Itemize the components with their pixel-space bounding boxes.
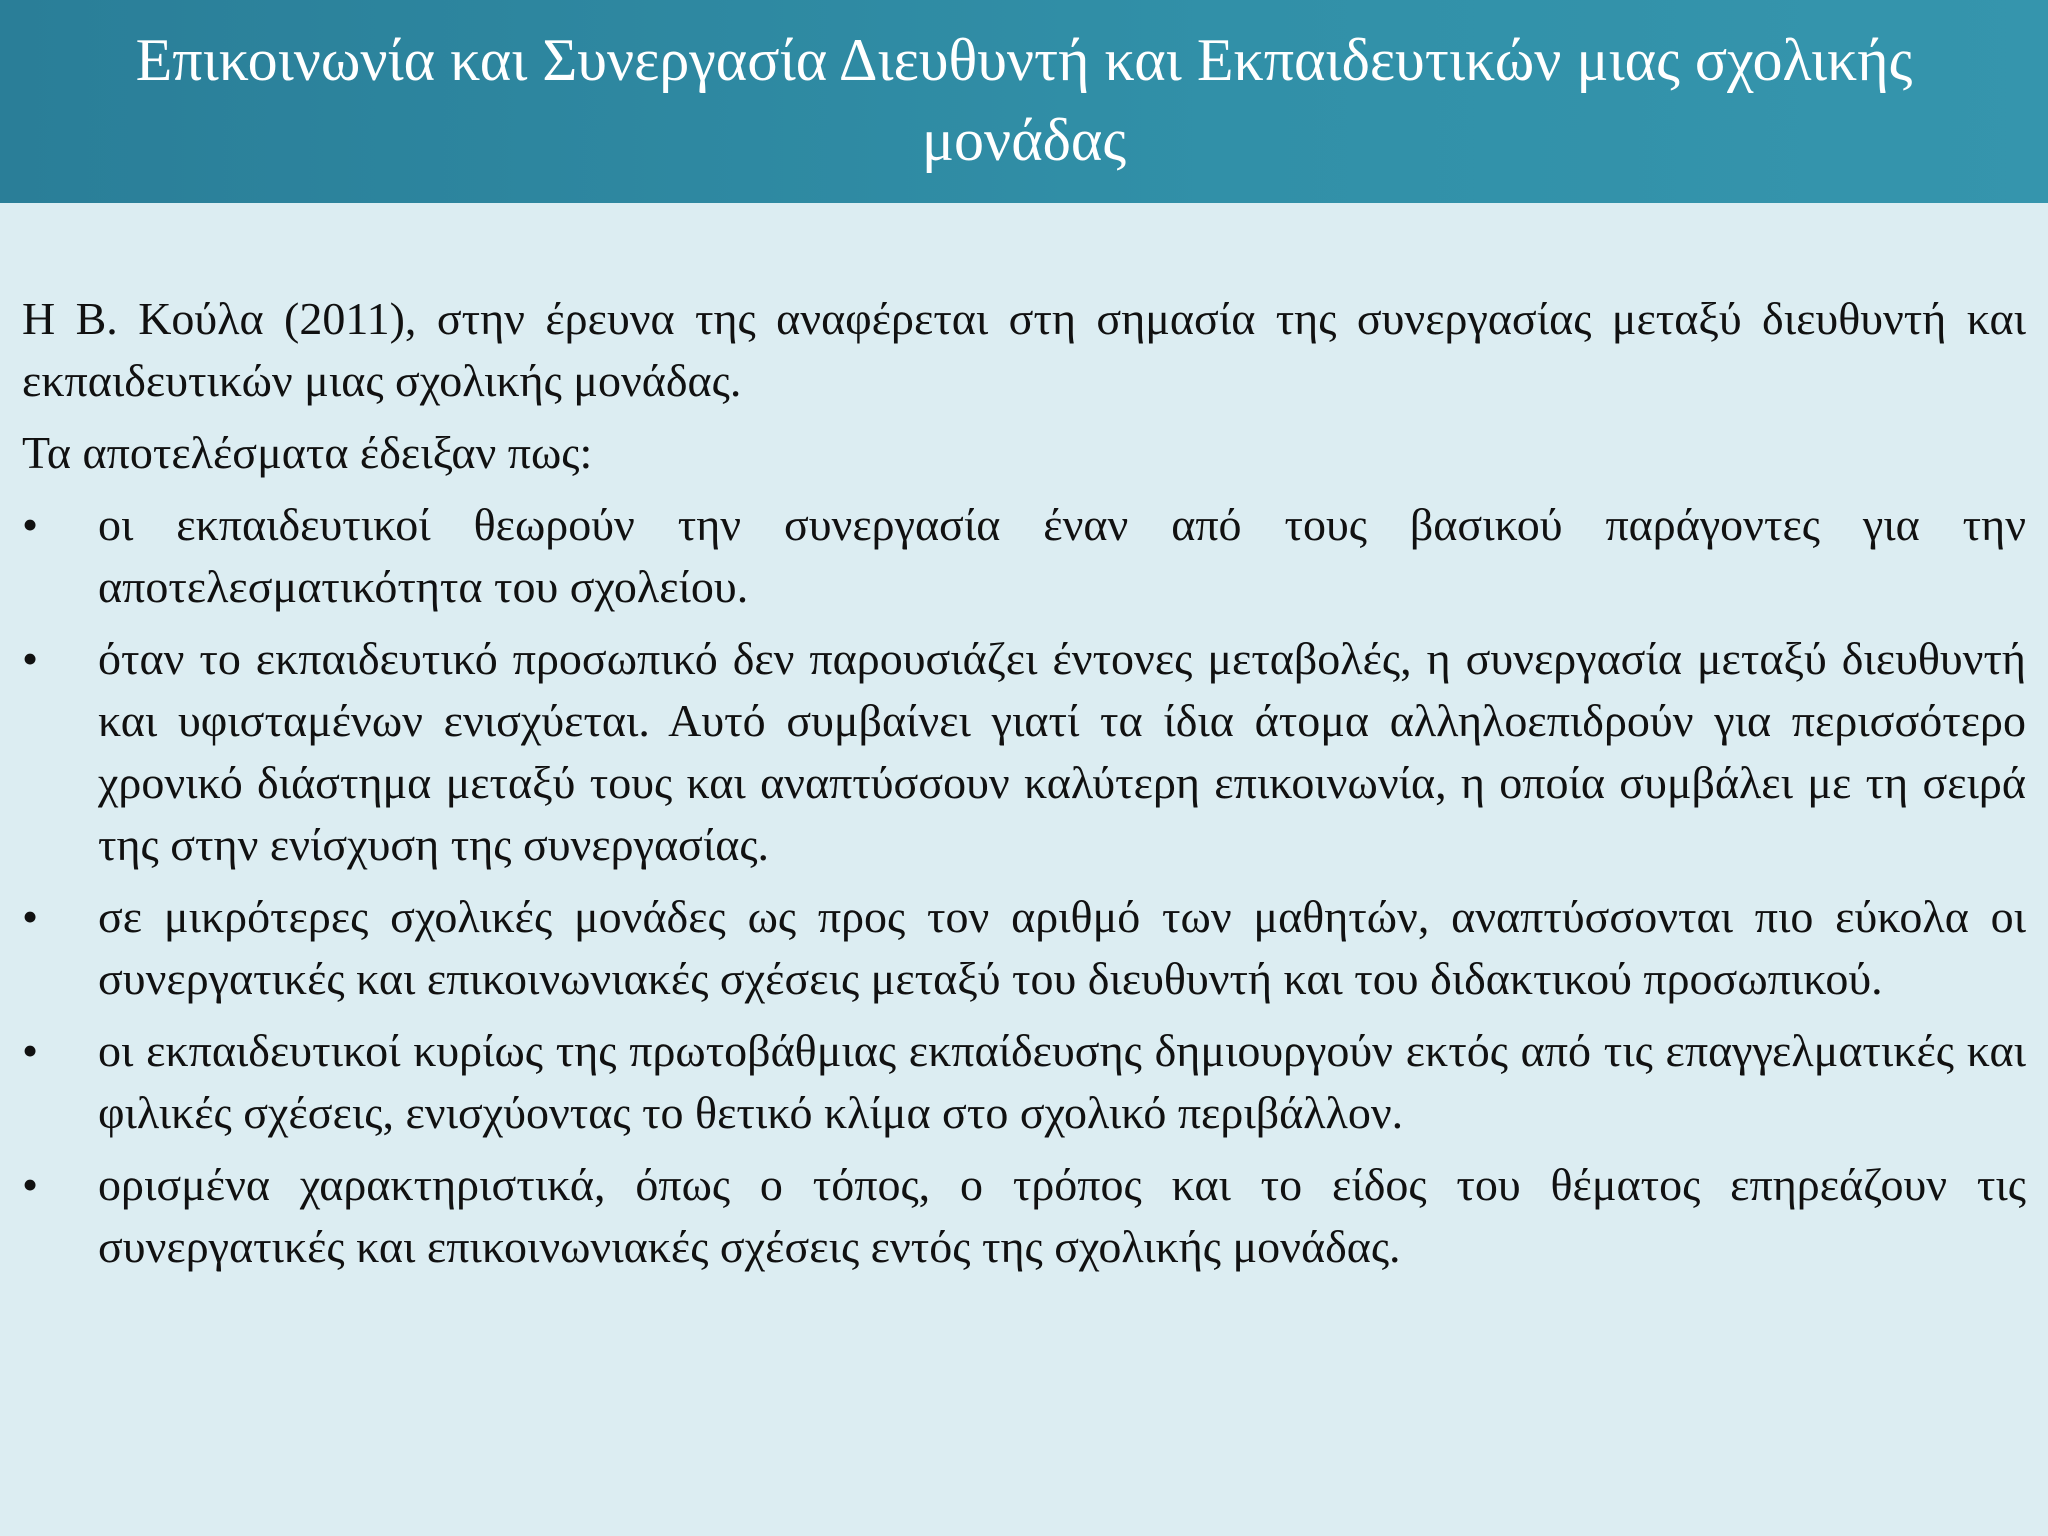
results-heading: Τα αποτελέσματα έδειξαν πως:	[22, 427, 593, 478]
bullet-icon: •	[22, 499, 39, 550]
list-item	[22, 886, 2026, 1010]
results-list	[22, 494, 2026, 1278]
list-item	[22, 494, 2026, 618]
bullet-icon: •	[22, 1159, 39, 1210]
list-item	[22, 1020, 2026, 1144]
list-item-text: σε μικρότερες σχολικές μονάδες ως προς τον αριθμό των μαθητών, αναπτύσσονται πιο εύκολα οι συνεργατικές και επικοινωνιακές σχέσεις μεταξύ του διευθυντή και του διδακτικού προσωπικού.	[98, 891, 2026, 1004]
list-item	[22, 1154, 2026, 1278]
list-item	[22, 628, 2026, 876]
list-item-text: ορισμένα χαρακτηριστικά, όπως ο τόπος, ο τρόπος και το είδος του θέματος επηρεάζουν τις συνεργατικές και επικοινωνιακές σχέσεις εντός της σχολικής μονάδας.	[98, 1159, 2026, 1272]
list-item-text: οι εκπαιδευτικοί κυρίως της πρωτοβάθμιας εκπαίδευσης δημιουργούν εκτός από τις επαγγελματικές και φιλικές σχέσεις, ενισχύοντας το θετικό κλίμα στο σχολικό περιβάλλον.	[98, 1025, 2026, 1138]
list-item-text: οι εκπαιδευτικοί θεωρούν την συνεργασία έναν από τους βασικού παράγοντες για την αποτελεσματικότητα του σχολείου.	[98, 499, 2026, 612]
bullet-icon: •	[22, 891, 39, 942]
slide-title: Επικοινωνία και Συνεργασία Διευθυντή και Εκπαιδευτικών μιας σχολικής μονάδας	[135, 26, 1913, 173]
slide-title-bar	[0, 0, 2048, 203]
bullet-icon: •	[22, 1025, 39, 1076]
bullet-icon: •	[22, 633, 39, 684]
intro-paragraph: Η Β. Κούλα (2011), στην έρευνα της αναφέρεται στη σημασία της συνεργασίας μεταξύ διευθυντή και εκπαιδευτικών μιας σχολικής μονάδας.	[22, 293, 2026, 406]
list-item-text: όταν το εκπαιδευτικό προσωπικό δεν παρουσιάζει έντονες μεταβολές, η συνεργασία μεταξύ διευθυντή και υφισταμένων ενισχύεται. Αυτό συμβαίνει γιατί τα ίδια άτομα αλληλοεπιδρούν για περισσότερο χρονικό διάστημα μεταξύ τους και αναπτύσσουν καλύτερη επικοινωνία, η οποία συμβάλει με τη σειρά της στην ενίσχυση της συνεργασίας.	[98, 633, 2026, 870]
slide-body	[22, 288, 2026, 1288]
